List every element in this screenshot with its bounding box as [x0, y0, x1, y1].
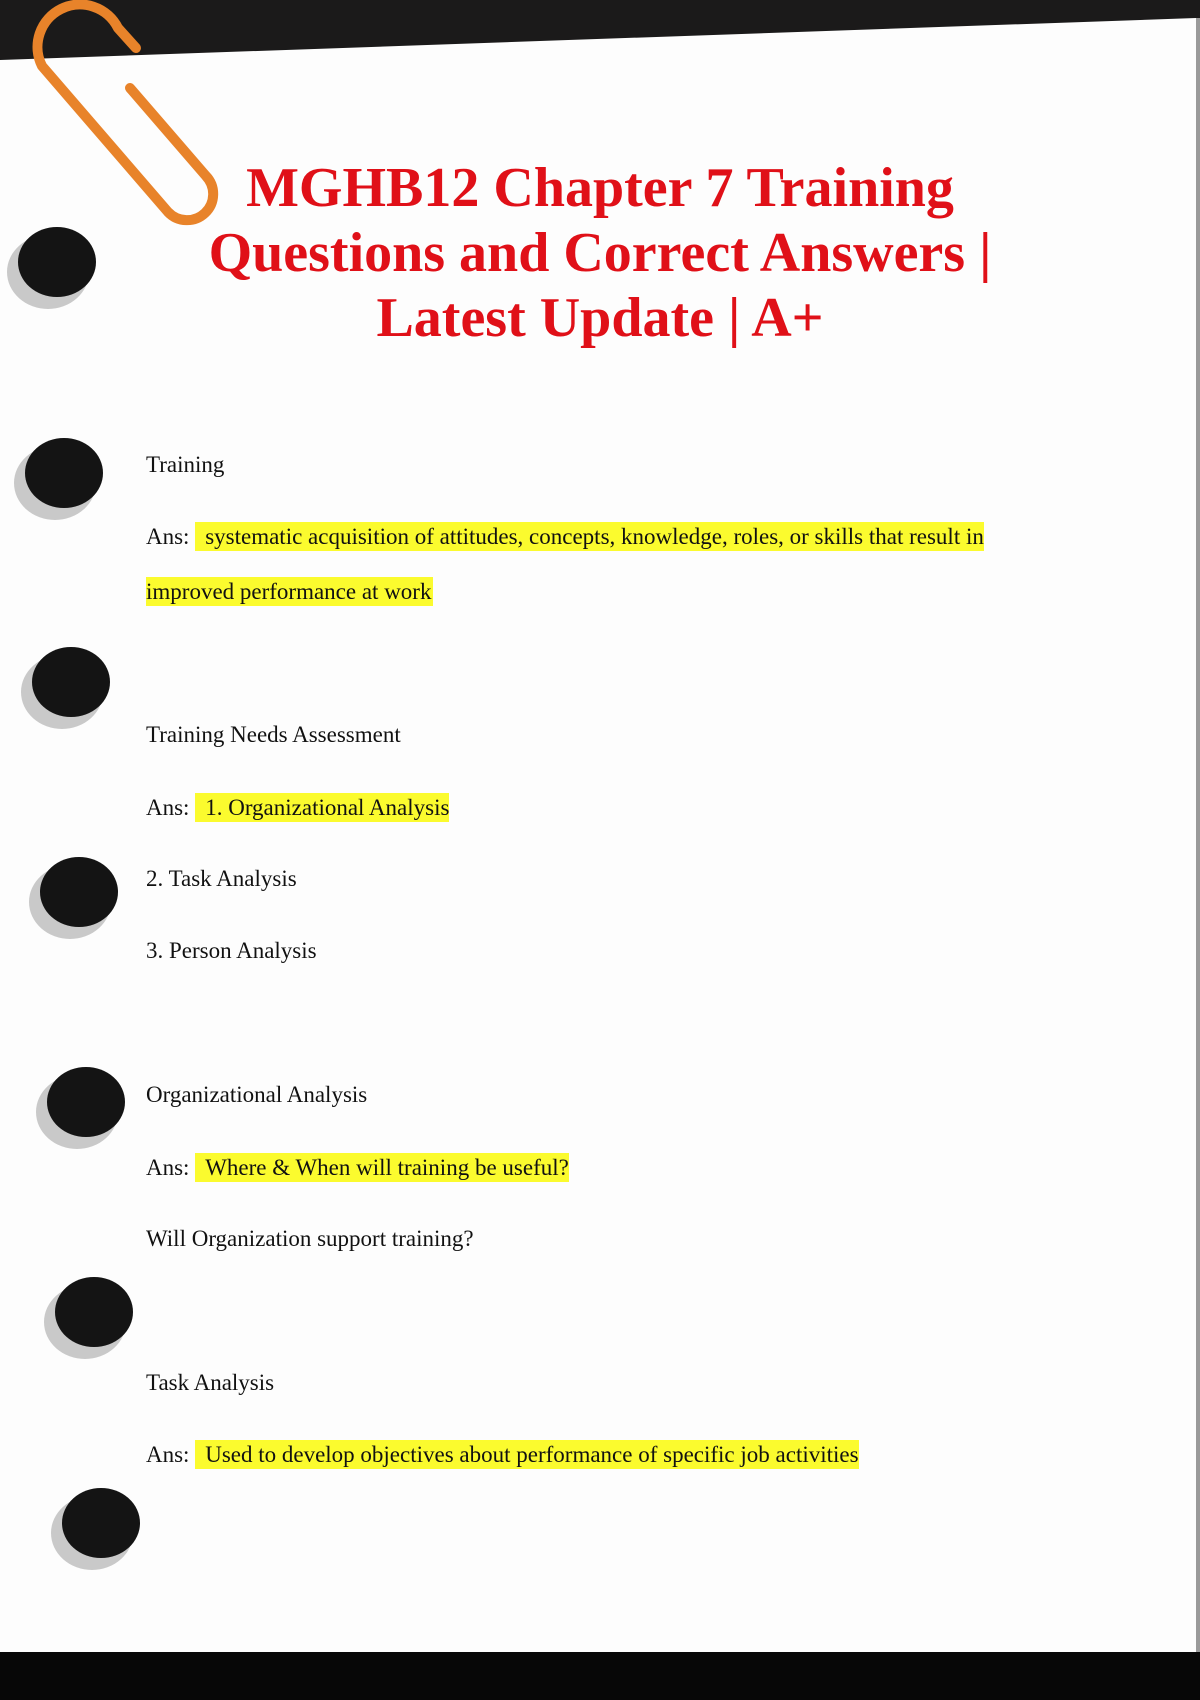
binder-hole: [55, 1277, 133, 1347]
answer-prefix: Ans:: [146, 1442, 190, 1467]
answer-line: [146, 1440, 859, 1470]
answer-text: Where & When will training be useful?: [195, 1153, 569, 1182]
question-training: Training: [146, 452, 225, 477]
answer-line: [146, 793, 449, 823]
answer-text: improved performance at work: [146, 579, 432, 604]
binder-hole: [32, 647, 110, 717]
binder-hole: [62, 1488, 140, 1558]
document-title: MGHB12 Chapter 7 Training Questions and Correct Answers | Latest Update | A+: [208, 157, 992, 349]
answer-line: [146, 577, 433, 607]
answer-extra-line: Will Organization support training?: [146, 1226, 474, 1251]
answer-prefix: Ans:: [146, 795, 190, 820]
binder-hole: [18, 227, 96, 297]
answer-line: [146, 522, 984, 552]
answer-text: 1. Organizational Analysis: [195, 793, 449, 822]
answer-text: Used to develop objectives about performance of specific job activities: [195, 1440, 858, 1469]
bottom-dark-band: [0, 1652, 1200, 1700]
answer-line: [146, 1153, 569, 1183]
page-edge-shadow: [1196, 18, 1200, 1652]
binder-hole: [25, 438, 103, 508]
answer-prefix: Ans:: [146, 524, 190, 549]
binder-hole: [40, 857, 118, 927]
binder-hole: [47, 1067, 125, 1137]
question-training-needs-assessment: Training Needs Assessment: [146, 722, 401, 747]
question-task-analysis: Task Analysis: [146, 1370, 275, 1395]
answer-extra-line: 3. Person Analysis: [146, 938, 317, 963]
question-organizational-analysis: Organizational Analysis: [146, 1082, 368, 1107]
answer-text: systematic acquisition of attitudes, concepts, knowledge, roles, or skills that result in: [195, 522, 984, 551]
answer-extra-line: 2. Task Analysis: [146, 866, 297, 891]
answer-prefix: Ans:: [146, 1155, 190, 1180]
